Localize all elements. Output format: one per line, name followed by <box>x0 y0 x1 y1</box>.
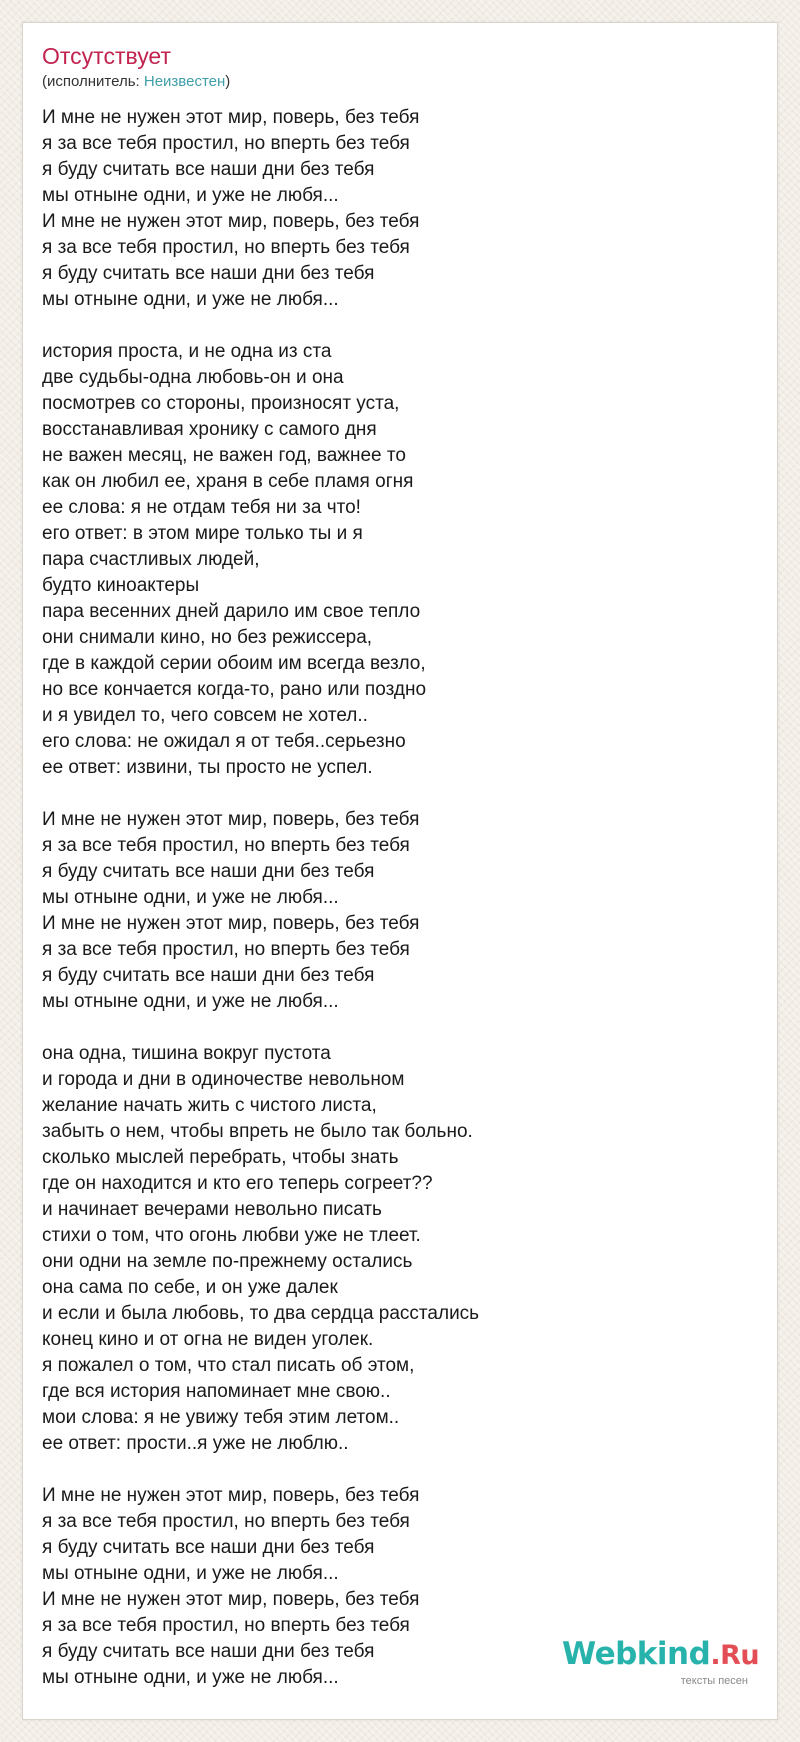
lyrics-line: будто киноактеры <box>42 575 200 596</box>
lyrics-line: я за все тебя простил, но вперть без тебя <box>42 835 410 856</box>
lyrics-line: я за все тебя простил, но вперть без тебя <box>42 939 410 960</box>
lyrics-line: мы отныне одни, и уже не любя... <box>42 185 339 206</box>
lyrics-line: и если и была любовь, то два сердца расстались <box>42 1303 480 1324</box>
lyrics-line: мои слова: я не увижу тебя этим летом.. <box>42 1407 400 1428</box>
lyrics-line: И мне не нужен этот мир, поверь, без тебя <box>42 211 420 232</box>
lyrics-line: и начинает вечерами невольно писать <box>42 1199 382 1220</box>
lyrics-stanza <box>42 1041 752 1457</box>
lyrics-line: я буду считать все наши дни без тебя <box>42 1537 375 1558</box>
lyrics-line: я буду считать все наши дни без тебя <box>42 1641 375 1662</box>
lyrics-line: где вся история напоминает мне свою.. <box>42 1381 391 1402</box>
site-logo[interactable] <box>562 1635 760 1691</box>
lyrics-line: но все кончается когда-то, рано или поздно <box>42 679 427 700</box>
lyrics-line: стихи о том, что огонь любви уже не тлеет. <box>42 1225 421 1246</box>
lyrics-line: желание начать жить с чистого листа, <box>42 1095 377 1116</box>
lyrics-line: мы отныне одни, и уже не любя... <box>42 1667 339 1688</box>
lyrics-line: где в каждой серии обоим им всегда везло, <box>42 653 426 674</box>
lyrics-line: посмотрев со стороны, произносят уста, <box>42 393 400 414</box>
artist-prefix: (исполнитель: <box>42 73 144 90</box>
lyrics-line: ее ответ: прости..я уже не люблю.. <box>42 1433 349 1454</box>
lyrics-line: история проста, и не одна из ста <box>42 341 332 362</box>
lyrics-line: я за все тебя простил, но вперть без тебя <box>42 1615 410 1636</box>
lyrics-line: его ответ: в этом мире только ты и я <box>42 523 363 544</box>
logo-tagline: тексты песен <box>680 1675 748 1687</box>
lyrics-line: я пожалел о том, что стал писать об этом, <box>42 1355 415 1376</box>
lyrics-line: она сама по себе, и он уже далек <box>42 1277 338 1298</box>
lyrics-stanza <box>42 105 752 313</box>
lyrics-line: и города и дни в одиночестве невольном <box>42 1069 405 1090</box>
lyrics-line: где он находится и кто его теперь согреет?? <box>42 1173 433 1194</box>
lyrics-line: две судьбы-одна любовь-он и она <box>42 367 344 388</box>
lyrics-line: восстанавливая хронику с самого дня <box>42 419 377 440</box>
logo-tld: .Ru <box>710 1640 760 1671</box>
lyrics-line: я буду считать все наши дни без тебя <box>42 965 375 986</box>
lyrics-line: И мне не нужен этот мир, поверь, без тебя <box>42 1485 420 1506</box>
lyrics-line: я за все тебя простил, но вперть без тебя <box>42 237 410 258</box>
lyrics-line: она одна, тишина вокруг пустота <box>42 1043 331 1064</box>
artist-link[interactable]: Неизвестен <box>143 73 226 90</box>
logo-brand: Webkind <box>562 1636 711 1672</box>
lyrics-line: они одни на земле по-прежнему остались <box>42 1251 413 1272</box>
lyrics-line: мы отныне одни, и уже не любя... <box>42 289 339 310</box>
lyrics-line: я буду считать все наши дни без тебя <box>42 263 375 284</box>
lyrics-line: пара весенних дней дарило им свое тепло <box>42 601 421 622</box>
lyrics-line: пара счастливых людей, <box>42 549 260 570</box>
lyrics-stanza <box>42 807 752 1015</box>
artist-suffix: ) <box>225 73 231 90</box>
lyrics-line: ее ответ: извини, ты просто не успел. <box>42 757 373 778</box>
lyrics-line: мы отныне одни, и уже не любя... <box>42 887 339 908</box>
lyrics-line: я за все тебя простил, но вперть без тебя <box>42 1511 410 1532</box>
lyrics-line: сколько мыслей перебрать, чтобы знать <box>42 1147 399 1168</box>
lyrics-line: мы отныне одни, и уже не любя... <box>42 1563 339 1584</box>
lyrics-line: И мне не нужен этот мир, поверь, без тебя <box>42 107 420 128</box>
lyrics-line: И мне не нужен этот мир, поверь, без тебя <box>42 809 420 830</box>
artist-line <box>42 73 230 91</box>
lyrics-line: не важен месяц, не важен год, важнее то <box>42 445 406 466</box>
lyrics-line: они снимали кино, но без режиссера, <box>42 627 373 648</box>
lyrics-line: и я увидел то, чего совсем не хотел.. <box>42 705 368 726</box>
lyrics-line: я буду считать все наши дни без тебя <box>42 159 375 180</box>
lyrics-line: как он любил ее, храня в себе пламя огня <box>42 471 414 492</box>
lyrics-line: ее слова: я не отдам тебя ни за что! <box>42 497 361 518</box>
lyrics-body <box>42 105 752 1717</box>
lyrics-line: И мне не нужен этот мир, поверь, без тебя <box>42 913 420 934</box>
lyrics-line: я за все тебя простил, но вперть без тебя <box>42 133 410 154</box>
lyrics-line: мы отныне одни, и уже не любя... <box>42 991 339 1012</box>
logo-wordmark <box>562 1635 760 1675</box>
lyrics-card <box>22 22 778 1720</box>
lyrics-line: его слова: не ожидал я от тебя..серьезно <box>42 731 406 752</box>
song-title: Отсутствует <box>42 43 171 69</box>
lyrics-stanza <box>42 339 752 781</box>
lyrics-line: конец кино и от огна не виден уголек. <box>42 1329 374 1350</box>
lyrics-line: И мне не нужен этот мир, поверь, без тебя <box>42 1589 420 1610</box>
lyrics-line: я буду считать все наши дни без тебя <box>42 861 375 882</box>
lyrics-line: забыть о нем, чтобы впреть не было так больно. <box>42 1121 473 1142</box>
